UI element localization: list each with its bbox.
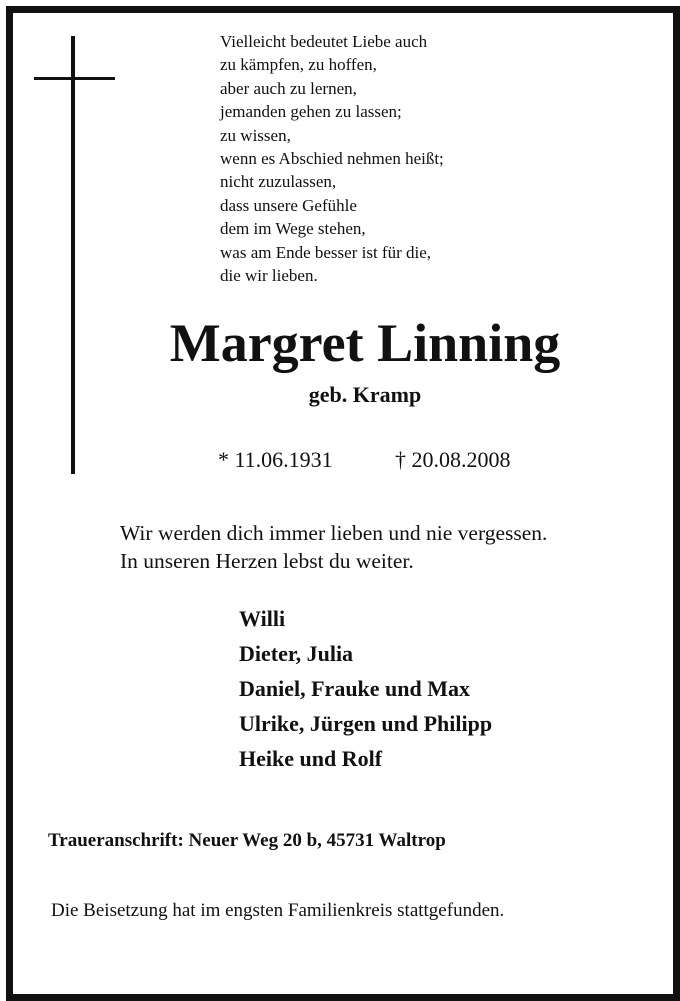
cross-horizontal-bar	[34, 77, 115, 80]
deceased-name: Margret Linning	[169, 313, 561, 373]
burial-note: Die Beisetzung hat im engsten Familienkreis stattgefunden.	[51, 900, 505, 921]
poem-line: jemanden gehen zu lassen;	[220, 102, 402, 122]
mourner-entry: Dieter, Julia	[239, 641, 354, 666]
poem-line: was am Ende besser ist für die,	[220, 242, 432, 262]
poem-line: nicht zuzulassen,	[220, 172, 337, 192]
mourner-entry: Daniel, Frauke und Max	[239, 676, 471, 701]
poem-line: zu wissen,	[220, 125, 291, 145]
mourner-entry: Ulrike, Jürgen und Philipp	[239, 711, 493, 736]
memorial-message-line: Wir werden dich immer lieben und nie vergessen.	[120, 521, 548, 545]
death-date: † 20.08.2008	[395, 447, 511, 472]
poem-line: dem im Wege stehen,	[220, 219, 366, 239]
memorial-message	[120, 519, 660, 575]
poem-line: die wir lieben.	[220, 266, 318, 286]
poem-line: dass unsere Gefühle	[220, 195, 357, 215]
mourners-list	[239, 601, 639, 776]
cross-vertical-bar	[71, 36, 75, 474]
poem-line: zu kämpfen, zu hoffen,	[220, 55, 377, 75]
maiden-name: geb. Kramp	[308, 382, 422, 407]
poem-line: aber auch zu lernen,	[220, 78, 357, 98]
poem	[220, 30, 550, 287]
mourning-address: Traueranschrift: Neuer Weg 20 b, 45731 Waltrop	[48, 830, 446, 851]
poem-line: Vielleicht bedeutet Liebe auch	[220, 32, 428, 51]
mourner-entry: Willi	[239, 606, 286, 631]
mourner-entry: Heike und Rolf	[239, 746, 383, 771]
memorial-message-line: In unseren Herzen lebst du weiter.	[120, 549, 414, 573]
poem-line: wenn es Abschied nehmen heißt;	[220, 149, 444, 169]
birth-date: * 11.06.1931	[218, 447, 333, 472]
